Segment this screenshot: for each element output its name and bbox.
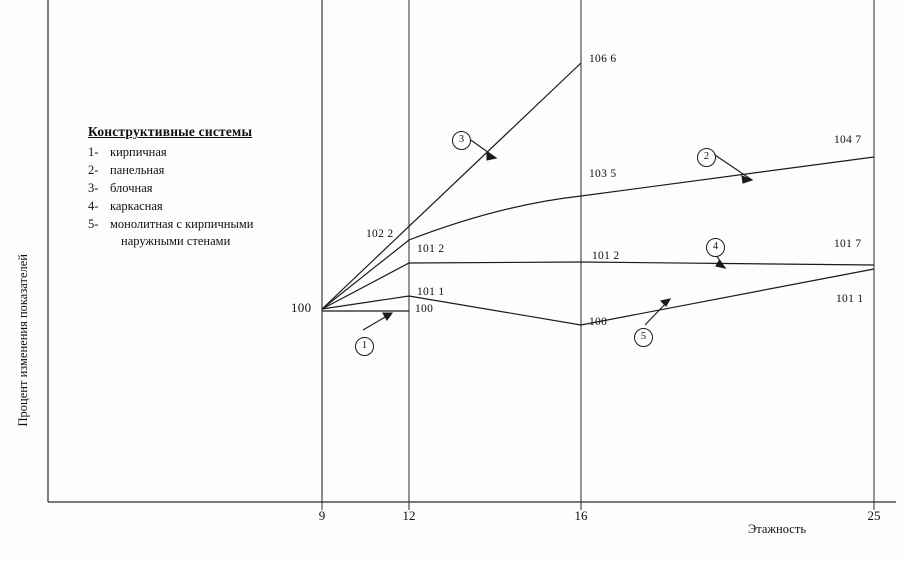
- point-label-101-2-a: 101 2: [417, 243, 445, 255]
- legend-key-1: 1-: [88, 145, 99, 159]
- legend-key-3: 3-: [88, 181, 99, 195]
- point-label-100-a: 100: [415, 303, 434, 315]
- legend-key-2: 2-: [88, 163, 99, 177]
- origin-label-100: 100: [291, 300, 312, 315]
- series-marker-1: 1: [355, 337, 374, 356]
- point-label-101-1-b: 101 1: [836, 293, 864, 305]
- leader-arrow-4: [716, 255, 725, 268]
- legend-label-2: панельная: [110, 163, 165, 177]
- legend-label-5-line2: наружными стенами: [121, 234, 231, 248]
- x-tick-label-9: 9: [318, 508, 326, 523]
- legend-title: Конструктивные системы: [88, 124, 253, 139]
- legend-item-5: [88, 216, 338, 250]
- legend-key-4: 4-: [88, 199, 99, 213]
- legend-item-2: [88, 162, 338, 179]
- point-label-103-5: 103 5: [589, 168, 617, 180]
- legend-label-1: кирпичная: [110, 145, 167, 159]
- point-label-101-1-a: 101 1: [417, 286, 445, 298]
- legend-item-4: [88, 198, 338, 215]
- series-marker-5: 5: [634, 328, 653, 347]
- y-axis-title: Процент изменения показателей: [16, 254, 30, 427]
- leader-arrow-2: [712, 153, 752, 183]
- x-axis-title: Этажность: [748, 522, 807, 536]
- legend-item-1: [88, 144, 338, 161]
- x-tick-label-16: 16: [574, 508, 588, 523]
- point-label-100-b: 100: [589, 316, 608, 328]
- series-marker-3: 3: [452, 131, 471, 150]
- legend-label-5-line1: монолитная с кирпичными: [110, 217, 254, 231]
- x-tick-label-12: 12: [402, 508, 416, 523]
- x-tick-label-25: 25: [867, 508, 881, 523]
- point-label-104-7: 104 7: [834, 134, 862, 146]
- legend-label-4: каркасная: [110, 199, 163, 213]
- point-label-101-7: 101 7: [834, 238, 862, 250]
- point-label-106-6: 106 6: [589, 53, 617, 65]
- series-marker-2: 2: [697, 148, 716, 167]
- legend-item-3: [88, 180, 338, 197]
- point-label-101-2-b: 101 2: [592, 250, 620, 262]
- legend-key-5: 5-: [88, 217, 99, 231]
- series-line-3: [322, 63, 581, 309]
- leader-arrow-1: [363, 313, 392, 330]
- legend-label-3: блочная: [110, 181, 153, 195]
- series-line-4: [322, 262, 874, 309]
- point-label-102-2: 102 2: [366, 228, 394, 240]
- legend-label-5: [110, 216, 338, 250]
- series-marker-4: 4: [706, 238, 725, 257]
- legend: [88, 124, 338, 250]
